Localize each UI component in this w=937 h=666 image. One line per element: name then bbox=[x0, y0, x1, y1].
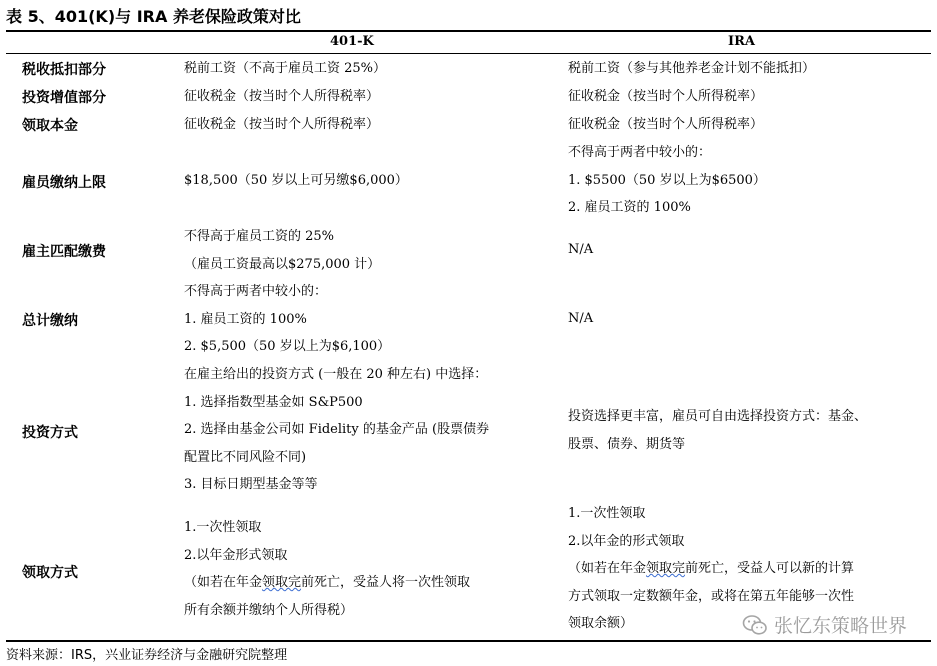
watermark-text: 张忆东策略世界 bbox=[773, 615, 907, 637]
row-label-employer-match: 雇主匹配缴费 bbox=[22, 244, 106, 260]
cell-ira-investment-growth: 征收税金（按当时个人所得税率） bbox=[568, 89, 764, 104]
top-rule bbox=[6, 30, 931, 32]
cell-ira-principal: 征收税金（按当时个人所得税率） bbox=[568, 117, 764, 132]
header-401k: 401-K bbox=[330, 34, 374, 49]
row-label-total-contribution: 总计缴纳 bbox=[22, 313, 78, 329]
cell-401k-investment-growth: 征收税金（按当时个人所得税率） bbox=[184, 89, 380, 104]
spellcheck-underline: 领取完 bbox=[262, 575, 302, 590]
cell-401k-withdrawal-method: 1.一次性领取 2.以年金形式领取 （如若在年金领取完前死亡，受益人将一次性领取 所有余额并缴纳个人所得税） bbox=[184, 520, 471, 618]
header-ira: IRA bbox=[728, 34, 755, 49]
wechat-icon bbox=[742, 614, 768, 636]
watermark bbox=[742, 611, 907, 638]
row-label-investment-method: 投资方式 bbox=[22, 425, 78, 441]
spellcheck-underline: 领取完 bbox=[646, 561, 686, 576]
cell-ira-investment-method: 投资选择更丰富，雇员可自由选择投资方式：基金、 股票、债券、期货等 bbox=[568, 409, 868, 452]
cell-401k-tax-deduction: 税前工资（不高于雇员工资 25%） bbox=[184, 61, 387, 76]
row-label-withdrawal-method: 领取方式 bbox=[22, 565, 78, 581]
cell-401k-employer-match: 不得高于雇员工资的 25% （雇员工资最高以$275,000 计） bbox=[184, 229, 381, 272]
row-label-principal: 领取本金 bbox=[22, 118, 78, 134]
row-label-employee-limit: 雇员缴纳上限 bbox=[22, 175, 106, 191]
cell-401k-principal: 征收税金（按当时个人所得税率） bbox=[184, 117, 380, 132]
cell-ira-total-contribution: N/A bbox=[568, 311, 594, 326]
cell-ira-tax-deduction: 税前工资（参与其他养老金计划不能抵扣） bbox=[568, 61, 816, 76]
bottom-rule bbox=[6, 640, 931, 642]
cell-401k-employee-limit: $18,500（50 岁以上可另缴$6,000） bbox=[184, 173, 408, 188]
cell-401k-investment-method: 在雇主给出的投资方式 (一般在 20 种左右) 中选择： 1. 选择指数型基金如 S&P500 2. 选择由基金公司如 Fidelity 的基金产品 (股票债券 配置比不同风险不同) 3. 目标日期型基金等等 bbox=[184, 367, 490, 492]
cell-ira-employee-limit: 不得高于两者中较小的： 1. $5500（50 岁以上为$6500） 2. 雇员工资的 100% bbox=[568, 145, 766, 215]
header-rule bbox=[6, 53, 931, 54]
table-title: 表 5、401(K)与 IRA 养老保险政策对比 bbox=[6, 7, 301, 26]
row-label-tax-deduction: 税收抵扣部分 bbox=[22, 62, 106, 78]
cell-401k-total-contribution: 不得高于两者中较小的： 1. 雇员工资的 100% 2. $5,500（50 岁以上为$6,100） bbox=[184, 284, 391, 354]
cell-ira-withdrawal-method: 1.一次性领取 2.以年金的形式领取 （如若在年金领取完前死亡，受益人可以新的计算 方式领取一定数额年金，或将在第五年能够一次性 领取余额） bbox=[568, 506, 855, 631]
cell-ira-employer-match: N/A bbox=[568, 242, 594, 257]
row-label-investment-growth: 投资增值部分 bbox=[22, 90, 106, 106]
source-note: 资料来源：IRS，兴业证券经济与金融研究院整理 bbox=[6, 648, 288, 663]
